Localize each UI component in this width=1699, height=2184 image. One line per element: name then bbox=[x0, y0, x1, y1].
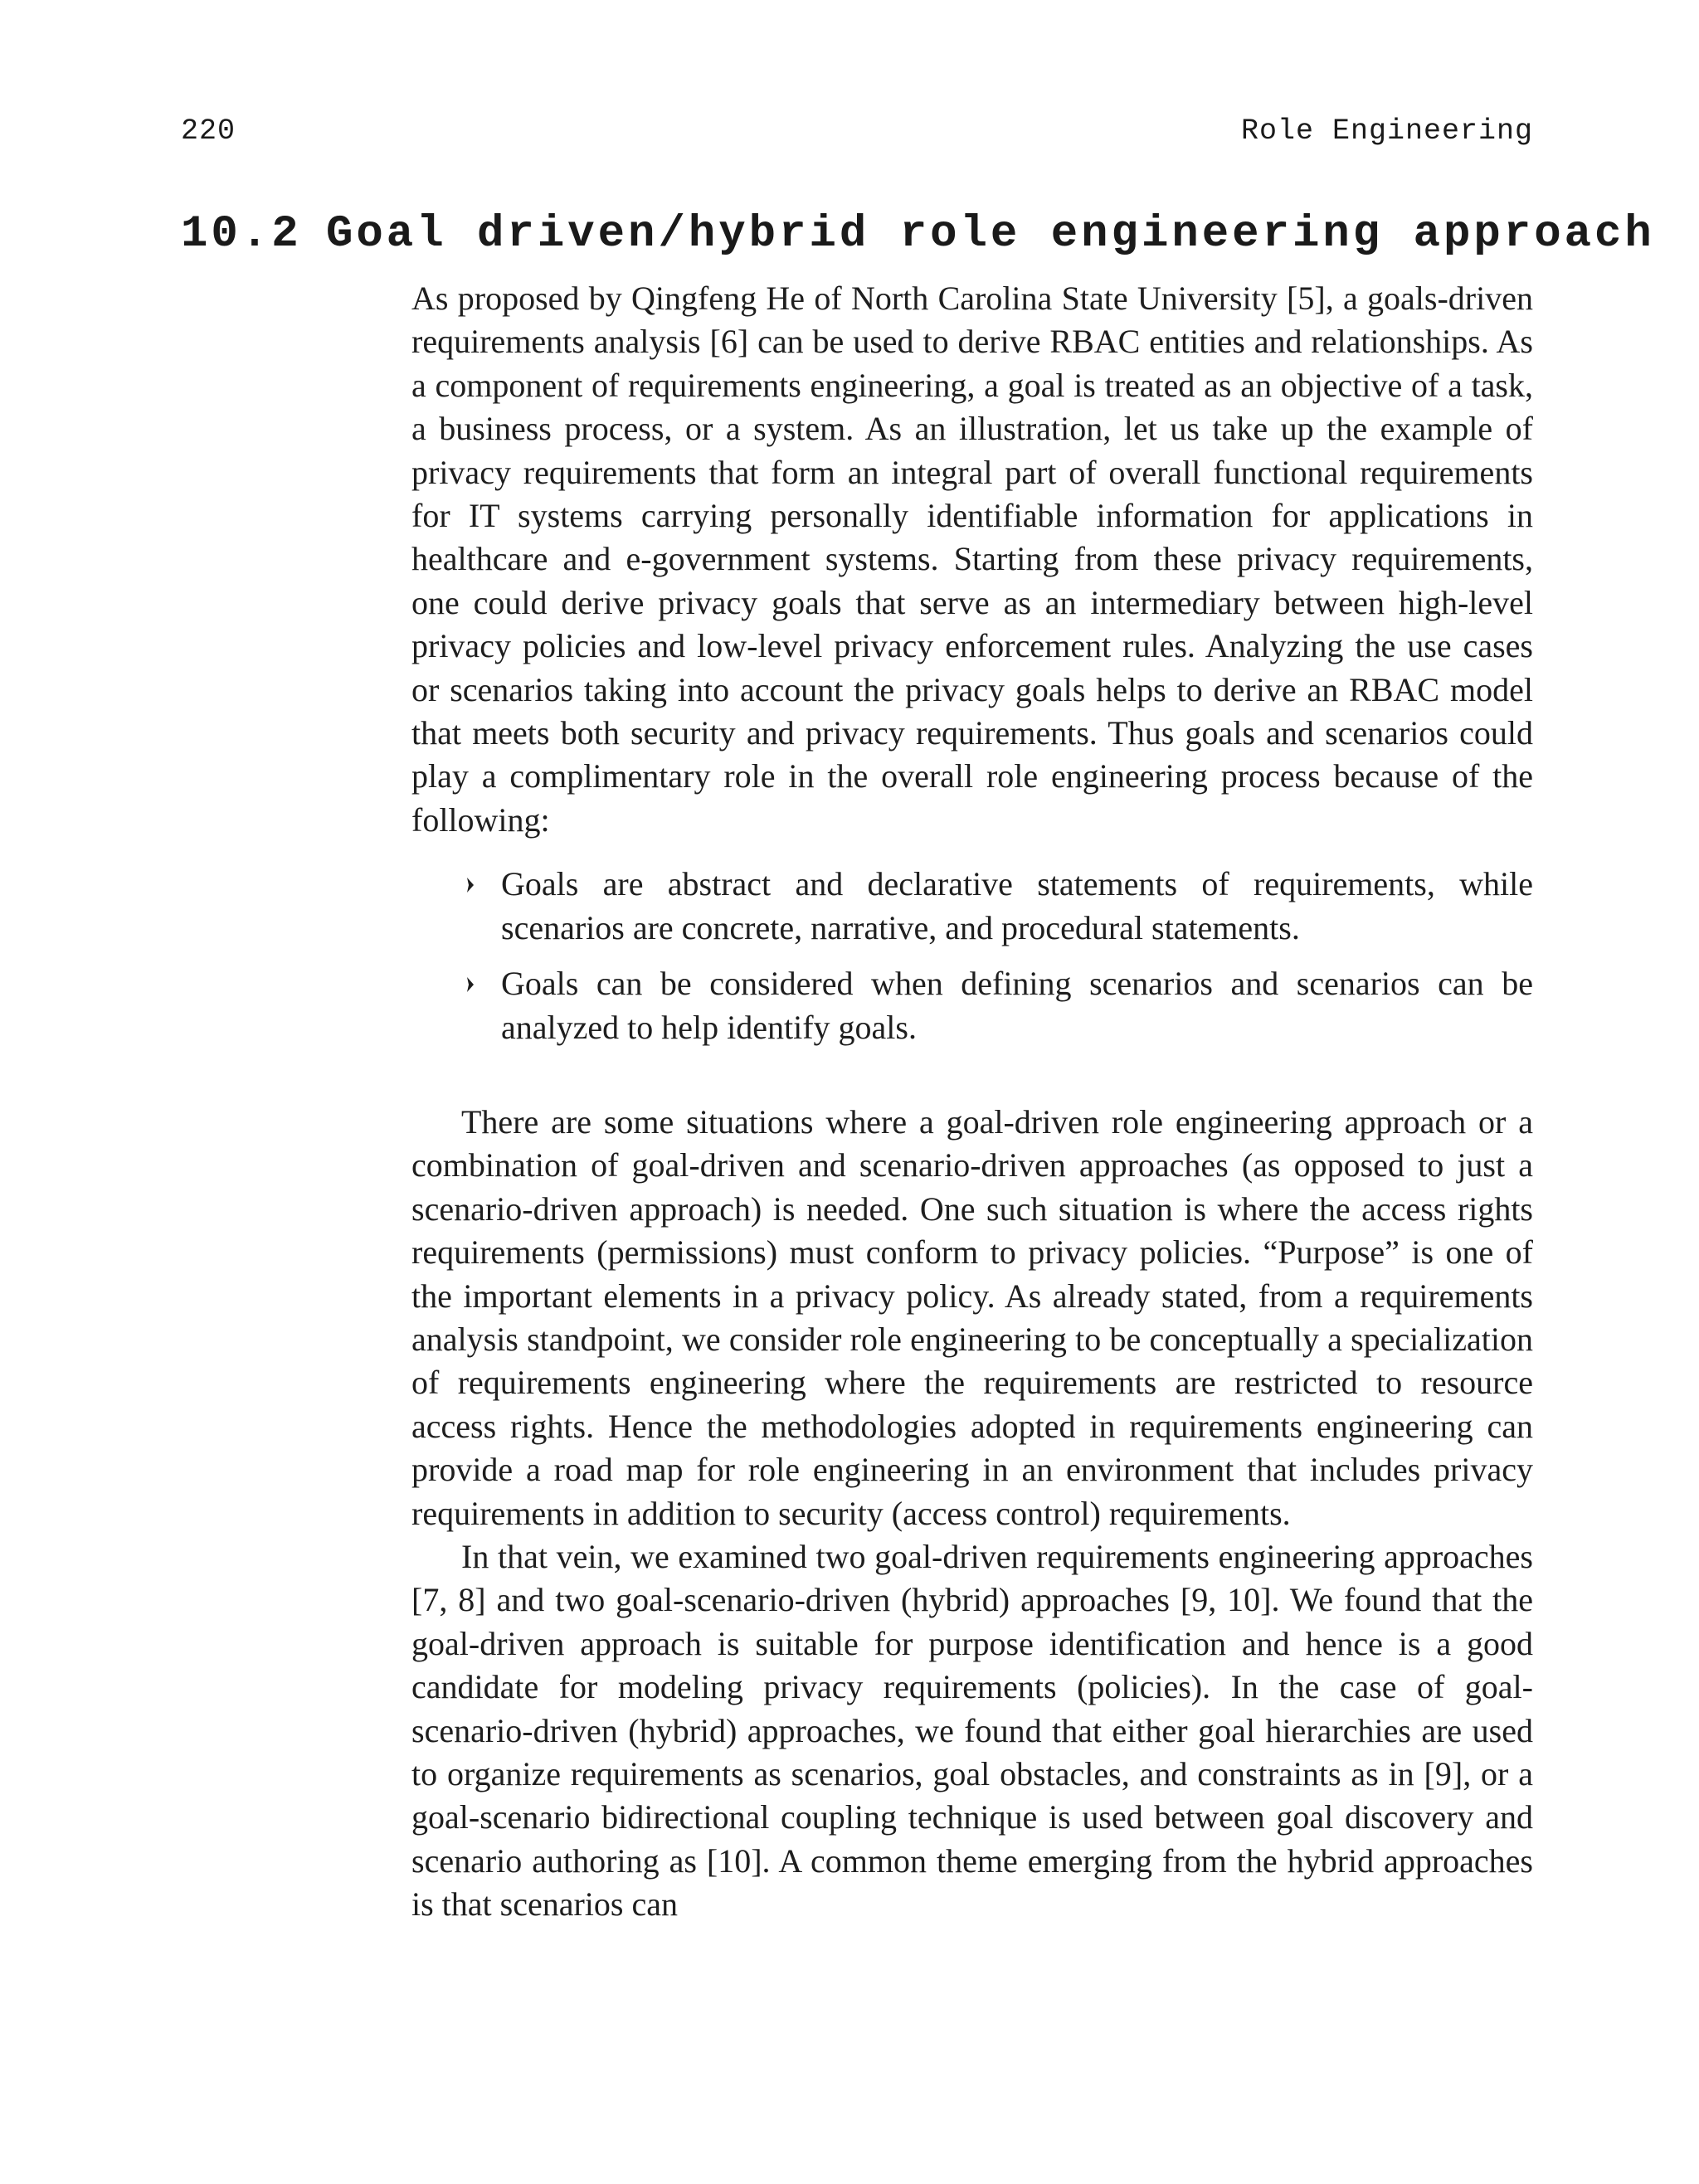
bullet-text: Goals can be considered when defining scenarios and scenarios can be analyzed to help identify goals. bbox=[501, 965, 1533, 1046]
paragraph-intro: As proposed by Qingfeng He of North Carolina State University [5], a goals-driven requirements analysis [6] can be used to derive RBAC entities and relationships. As a component of requirements engineering, a goal is treated as an objective of a task, a business process, or a system. As an illustration, let us take up the example of privacy requirements that form an integral part of overall functional requirements for IT systems carrying personally identifiable information for applications in healthcare and e-government systems. Starting from these privacy requirements, one could derive privacy goals that serve as an intermediary between high-level privacy policies and low-level privacy enforcement rules. Analyzing the use cases or scenarios taking into account the privacy goals helps to derive an RBAC model that meets both security and privacy requirements. Thus goals and scenarios could play a complimentary role in the overall role engineering process because of the following: bbox=[411, 280, 1533, 839]
running-head bbox=[181, 114, 1533, 156]
bullet-list bbox=[411, 863, 1533, 1049]
bullet-text: Goals are abstract and declarative statements of requirements, while scenarios are concrete, narrative, and procedural statements. bbox=[501, 865, 1533, 946]
section-number: 10.2 bbox=[181, 209, 302, 260]
paragraph-vein: In that vein, we examined two goal-driven requirements engineering approaches [7, 8] and two goal-scenario-driven (hybrid) approaches [9, 10]. We found that the goal-driven approach is suitable for purpose identification and hence is a good candidate for modeling privacy requirements (policies). In the case of goal-scenario-driven (hybrid) approaches, we found that either goal hierarchies are used to organize requirements as scenarios, goal obstacles, and constraints as in [9], or a goal-scenario bidirectional coupling technique is used between goal discovery and scenario authoring as [10]. A common theme emerging from the hybrid approaches is that scenarios can bbox=[411, 1537, 1533, 1924]
paragraph-situations: There are some situations where a goal-driven role engineering approach or a combination of goal-driven and scenario-driven approaches (as opposed to just a scenario-driven approach) is needed. One such situation is where the access rights requirements (permissions) must conform to privacy policies. “Purpose” is one of the important elements in a privacy policy. As already stated, from a requirements analysis standpoint, we consider role engineering to be conceptually a specialization of requirements engineering where the requirements are restricted to resource access rights. Hence the methodologies adopted in requirements engineering can provide a road map for role engineering in an environment that includes privacy requirements in addition to security (access control) requirements. bbox=[411, 1102, 1533, 1532]
bullet-arrow-icon bbox=[466, 977, 475, 992]
list-item bbox=[411, 863, 1533, 950]
page-number: 220 bbox=[181, 114, 236, 148]
section-heading bbox=[181, 209, 1655, 260]
bullet-arrow-icon bbox=[466, 878, 475, 893]
body-text bbox=[411, 277, 1533, 1927]
chapter-title: Role Engineering bbox=[1240, 114, 1533, 148]
list-item bbox=[411, 962, 1533, 1049]
section-title: Goal driven/hybrid role engineering approach bbox=[326, 209, 1655, 260]
